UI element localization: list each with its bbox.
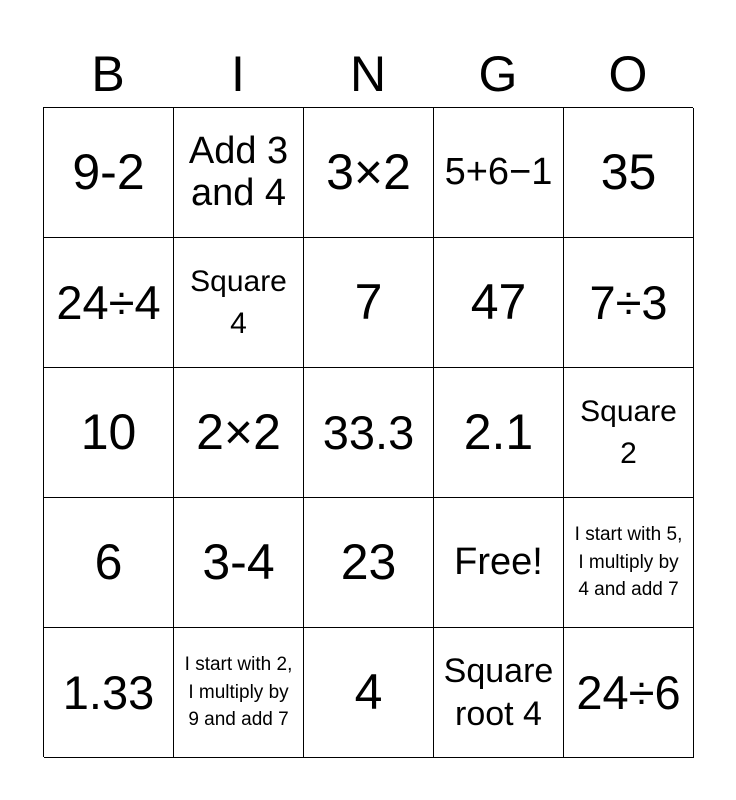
cell-text: 3×2	[326, 144, 411, 200]
cell-text: I start with 5, I multiply by 4 and add 7	[574, 524, 683, 601]
bingo-cell-r3-c1[interactable]	[44, 368, 174, 498]
cell-text: 7÷3	[589, 275, 668, 329]
bingo-cell-r4-c1[interactable]	[44, 498, 174, 628]
cell-text: Square root 4	[443, 652, 554, 733]
bingo-cell-r5-c2[interactable]	[174, 628, 304, 758]
header-letter-n: N	[349, 46, 387, 102]
header-letter-g: G	[478, 46, 518, 102]
cell-text: 35	[600, 144, 657, 200]
header-letter-o: O	[608, 46, 648, 102]
bingo-cell-r1-c3[interactable]	[304, 108, 434, 238]
cell-text: 1.33	[62, 665, 155, 719]
cell-text: 47	[470, 274, 527, 330]
cell-text: 6	[94, 534, 123, 590]
cell-text: 9-2	[72, 144, 145, 200]
bingo-cell-r1-c1[interactable]	[44, 108, 174, 238]
bingo-cell-r4-c5[interactable]	[564, 498, 694, 628]
cell-text: Square 4	[190, 264, 287, 340]
bingo-cell-r3-c5[interactable]	[564, 368, 694, 498]
header-letter-i: I	[231, 46, 245, 102]
cell-text: 10	[80, 404, 137, 460]
cell-text: 24÷6	[576, 665, 681, 719]
header-letter-b: B	[91, 46, 125, 102]
bingo-cell-r3-c3[interactable]	[304, 368, 434, 498]
cell-text: 7	[354, 274, 383, 330]
cell-text: 2.1	[463, 404, 534, 460]
bingo-cell-r2-c4[interactable]	[434, 238, 564, 368]
cell-text: 5+6−1	[444, 150, 553, 193]
cell-text: 3-4	[202, 534, 275, 590]
bingo-cell-r3-c4[interactable]	[434, 368, 564, 498]
bingo-cell-r5-c3[interactable]	[304, 628, 434, 758]
cell-text: 23	[340, 534, 397, 590]
bingo-cell-free[interactable]	[434, 498, 564, 628]
bingo-header	[43, 42, 693, 106]
bingo-cell-r3-c2[interactable]	[174, 368, 304, 498]
bingo-cell-r2-c3[interactable]	[304, 238, 434, 368]
bingo-cell-r1-c5[interactable]	[564, 108, 694, 238]
bingo-cell-r5-c5[interactable]	[564, 628, 694, 758]
bingo-cell-r4-c2[interactable]	[174, 498, 304, 628]
cell-text: 4	[354, 664, 383, 720]
bingo-cell-r5-c1[interactable]	[44, 628, 174, 758]
cell-text: 24÷4	[56, 275, 161, 329]
bingo-cell-r5-c4[interactable]	[434, 628, 564, 758]
cell-text: Free!	[454, 540, 543, 583]
bingo-cell-r2-c1[interactable]	[44, 238, 174, 368]
bingo-cell-r4-c3[interactable]	[304, 498, 434, 628]
cell-text: Square 2	[580, 394, 677, 470]
cell-text: I start with 2, I multiply by 9 and add 7	[184, 654, 293, 731]
cell-text: 33.3	[322, 405, 415, 459]
bingo-cell-r2-c5[interactable]	[564, 238, 694, 368]
bingo-cell-r2-c2[interactable]	[174, 238, 304, 368]
bingo-cell-r1-c4[interactable]	[434, 108, 564, 238]
cell-text: 2×2	[196, 404, 281, 460]
bingo-board	[43, 107, 693, 757]
cell-text: Add 3 and 4	[188, 129, 289, 214]
bingo-cell-r1-c2[interactable]	[174, 108, 304, 238]
